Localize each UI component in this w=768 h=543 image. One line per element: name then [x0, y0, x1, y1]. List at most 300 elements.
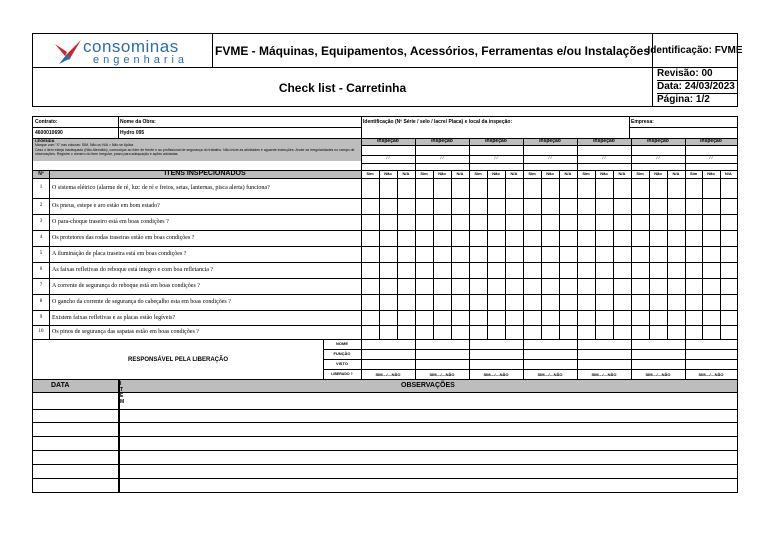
observations-header-bg [33, 380, 737, 392]
item-number: 9 [39, 315, 43, 320]
inspection-checkbox[interactable] [667, 230, 685, 246]
grid-vline [577, 138, 578, 381]
inspection-checkbox[interactable] [433, 325, 451, 339]
inspection-checkbox[interactable] [451, 198, 469, 214]
inspection-checkbox[interactable] [415, 262, 433, 278]
inspection-checkbox[interactable] [702, 310, 719, 325]
inspection-checkbox[interactable] [559, 198, 577, 214]
inspection-checkbox[interactable] [613, 325, 631, 339]
inspection-checkbox[interactable] [523, 294, 541, 310]
grid-vline [720, 170, 721, 339]
inspection-checkbox[interactable] [487, 262, 505, 278]
inspection-checkbox[interactable] [433, 198, 451, 214]
inspection-checkbox[interactable] [685, 310, 702, 325]
inspection-checkbox[interactable] [649, 198, 667, 214]
inspection-checkbox[interactable] [613, 178, 631, 198]
inspection-checkbox[interactable] [505, 262, 523, 278]
inspection-checkbox[interactable] [487, 294, 505, 310]
inspection-col-sim: Sim [689, 171, 698, 176]
inspection-checkbox[interactable] [613, 230, 631, 246]
grid-hline [33, 262, 737, 263]
inspection-checkbox[interactable] [667, 294, 685, 310]
inspection-checkbox[interactable] [397, 278, 415, 294]
inspection-checkbox[interactable] [613, 278, 631, 294]
inspection-col-sim: Sim [366, 171, 374, 176]
inspection-checkbox[interactable] [631, 178, 649, 198]
inspection-checkbox[interactable] [649, 278, 667, 294]
inspection-checkbox[interactable] [649, 178, 667, 198]
inspection-checkbox[interactable] [361, 262, 379, 278]
grid-vline [118, 117, 119, 138]
inspection-checkbox[interactable] [451, 178, 469, 198]
inspection-checkbox[interactable] [433, 230, 451, 246]
inspection-checkbox[interactable] [505, 230, 523, 246]
inspection-checkbox[interactable] [541, 230, 559, 246]
inspection-checkbox[interactable] [577, 178, 595, 198]
inspection-checkbox[interactable] [667, 178, 685, 198]
inspection-checkbox[interactable] [523, 230, 541, 246]
inspection-checkbox[interactable] [397, 246, 415, 262]
inspection-group-label: Inspeção [577, 138, 631, 145]
inspection-checkbox[interactable] [379, 294, 397, 310]
grid-vline [613, 170, 614, 339]
inspection-checkbox[interactable] [702, 278, 719, 294]
grid-hline [33, 198, 737, 199]
inspection-checkbox[interactable] [451, 294, 469, 310]
inspection-checkbox[interactable] [523, 178, 541, 198]
inspection-checkbox[interactable] [720, 262, 737, 278]
inspection-date-field[interactable]: / / [709, 155, 713, 160]
release-option[interactable]: SIM---/---NÃO [645, 372, 671, 377]
inspection-checkbox[interactable] [595, 294, 613, 310]
inspection-checkbox[interactable] [595, 178, 613, 198]
inspection-checkbox[interactable] [451, 230, 469, 246]
inspection-checkbox[interactable] [613, 262, 631, 278]
inspection-checkbox[interactable] [541, 246, 559, 262]
inspection-checkbox[interactable] [397, 325, 415, 339]
inspection-checkbox[interactable] [613, 294, 631, 310]
inspection-checkbox[interactable] [541, 178, 559, 198]
inspection-checkbox[interactable] [631, 278, 649, 294]
grid-vline [631, 138, 632, 381]
item-text: As faixas refletivas do reboque está íntegro e com boa refletancia ? [52, 267, 214, 273]
inspection-col-na: N/A [456, 171, 464, 176]
inspection-checkbox[interactable] [523, 325, 541, 339]
inspection-checkbox[interactable] [613, 214, 631, 230]
inspection-date-field[interactable]: / / [440, 155, 444, 160]
inspection-checkbox[interactable] [505, 178, 523, 198]
inspection-checkbox[interactable] [631, 246, 649, 262]
inspection-checkbox[interactable] [451, 278, 469, 294]
inspection-col-na: N/A [510, 171, 518, 176]
release-option[interactable]: SIM---/---NÃO [537, 372, 563, 377]
inspection-checkbox[interactable] [379, 198, 397, 214]
inspection-checkbox[interactable] [433, 278, 451, 294]
inspection-checkbox[interactable] [415, 214, 433, 230]
inspection-checkbox[interactable] [487, 246, 505, 262]
observation-row-line [33, 422, 737, 423]
document-title: Check list - Carretinha [33, 68, 653, 107]
inspection-checkbox[interactable] [613, 310, 631, 325]
inspection-checkbox[interactable] [649, 310, 667, 325]
inspection-col-na: N/A [672, 171, 680, 176]
grid-hline [361, 163, 737, 164]
inspection-checkbox[interactable] [559, 325, 577, 339]
inspection-checkbox[interactable] [397, 294, 415, 310]
inspection-checkbox[interactable] [720, 310, 737, 325]
release-option[interactable]: SIM---/---NÃO [429, 372, 455, 377]
inspection-checkbox[interactable] [595, 198, 613, 214]
consominas-logo-icon [55, 40, 81, 64]
release-option[interactable]: SIM---/---NÃO [698, 372, 724, 377]
inspection-checkbox[interactable] [523, 246, 541, 262]
inspection-checkbox[interactable] [702, 246, 719, 262]
inspection-checkbox[interactable] [667, 246, 685, 262]
item-text: O sistema elétrico (alarme de ré, luz: de ré e freios, setas, lanternas, pisca alerta) funciona? [52, 185, 270, 191]
inspection-checkbox[interactable] [685, 246, 702, 262]
observations-section [32, 380, 738, 493]
inspection-checkbox[interactable] [720, 230, 737, 246]
inspection-checkbox[interactable] [469, 262, 487, 278]
grid-hline [33, 325, 737, 326]
inspection-checkbox[interactable] [559, 294, 577, 310]
grid-vline [541, 170, 542, 339]
inspection-checkbox[interactable] [667, 198, 685, 214]
inspection-checkbox[interactable] [577, 198, 595, 214]
inspection-checkbox[interactable] [505, 198, 523, 214]
inspection-checkbox[interactable] [415, 310, 433, 325]
inspection-checkbox[interactable] [505, 278, 523, 294]
grid-hline [323, 359, 737, 360]
inspection-checkbox[interactable] [559, 230, 577, 246]
inspection-checkbox[interactable] [559, 262, 577, 278]
grid-vline [397, 170, 398, 339]
inspection-checkbox[interactable] [685, 294, 702, 310]
inspection-checkbox[interactable] [577, 230, 595, 246]
inspection-checkbox[interactable] [720, 178, 737, 198]
grid-vline [505, 170, 506, 339]
inspection-checkbox[interactable] [505, 325, 523, 339]
identification-label: Identificação (Nº Série / selo / lacre/ Placa) e local da inspeção: [363, 119, 513, 125]
inspection-checkbox[interactable] [631, 214, 649, 230]
inspection-checkbox[interactable] [361, 325, 379, 339]
inspection-checkbox[interactable] [379, 246, 397, 262]
inspection-checkbox[interactable] [505, 246, 523, 262]
inspection-checkbox[interactable] [397, 214, 415, 230]
inspection-date-field[interactable]: / / [656, 155, 660, 160]
inspection-checkbox[interactable] [631, 198, 649, 214]
inspection-checkbox[interactable] [451, 246, 469, 262]
item-number: 7 [39, 283, 43, 288]
inspection-checkbox[interactable] [415, 198, 433, 214]
inspection-checkbox[interactable] [685, 178, 702, 198]
inspection-checkbox[interactable] [415, 230, 433, 246]
inspection-checkbox[interactable] [451, 325, 469, 339]
inspection-checkbox[interactable] [631, 294, 649, 310]
inspection-checkbox[interactable] [631, 230, 649, 246]
inspection-checkbox[interactable] [559, 278, 577, 294]
inspection-col-sim: Sim [582, 171, 590, 176]
inspection-checkbox[interactable] [631, 325, 649, 339]
grid-vline [433, 170, 434, 339]
inspection-checkbox[interactable] [702, 198, 719, 214]
inspection-checkbox[interactable] [649, 246, 667, 262]
grid-hline [361, 155, 737, 156]
inspection-checkbox[interactable] [577, 214, 595, 230]
release-visto-label: VISTO [336, 361, 348, 366]
work-value: Hydro 095 [120, 130, 145, 136]
inspection-checkbox[interactable] [595, 278, 613, 294]
grid-vline [649, 170, 650, 339]
inspection-checkbox[interactable] [433, 294, 451, 310]
inspection-checkbox[interactable] [505, 214, 523, 230]
inspection-checkbox[interactable] [469, 325, 487, 339]
inspection-checkbox[interactable] [379, 262, 397, 278]
inspection-checkbox[interactable] [685, 262, 702, 278]
inspection-col-nao: Não [707, 171, 715, 176]
inspection-checkbox[interactable] [505, 310, 523, 325]
inspection-checkbox[interactable] [397, 178, 415, 198]
inspection-col-na: N/A [724, 171, 732, 176]
inspection-checkbox[interactable] [649, 214, 667, 230]
release-option[interactable]: SIM---/---NÃO [483, 372, 509, 377]
inspection-checkbox[interactable] [451, 262, 469, 278]
inspection-checkbox[interactable] [559, 178, 577, 198]
inspection-checkbox[interactable] [397, 230, 415, 246]
inspection-checkbox[interactable] [433, 246, 451, 262]
grid-vline [451, 170, 452, 339]
revision-block [657, 68, 737, 106]
contract-label: Contrato: [35, 119, 58, 125]
revision: Revisão: 00 [657, 68, 737, 81]
observations-item-label: ITEM [120, 381, 125, 405]
grid-vline [487, 170, 488, 339]
inspection-checkbox[interactable] [720, 294, 737, 310]
inspection-checkbox[interactable] [379, 178, 397, 198]
inspection-checkbox[interactable] [559, 214, 577, 230]
inspection-checkbox[interactable] [685, 198, 702, 214]
inspection-checkbox[interactable] [577, 325, 595, 339]
inspection-col-nao: Não [546, 171, 554, 176]
inspection-checkbox[interactable] [613, 198, 631, 214]
inspection-checkbox[interactable] [720, 198, 737, 214]
inspection-checkbox[interactable] [469, 310, 487, 325]
inspection-checkbox[interactable] [702, 325, 719, 339]
inspection-checkbox[interactable] [559, 246, 577, 262]
inspection-checkbox[interactable] [720, 278, 737, 294]
inspection-checkbox[interactable] [541, 278, 559, 294]
inspection-checkbox[interactable] [649, 262, 667, 278]
inspection-checkbox[interactable] [469, 178, 487, 198]
inspection-date-field[interactable]: / / [494, 155, 498, 160]
inspection-checkbox[interactable] [649, 294, 667, 310]
inspection-checkbox[interactable] [469, 214, 487, 230]
inspection-checkbox[interactable] [469, 278, 487, 294]
inspection-date-field[interactable]: / / [602, 155, 606, 160]
inspection-checkbox[interactable] [487, 278, 505, 294]
inspection-checkbox[interactable] [685, 230, 702, 246]
inspection-checkbox[interactable] [559, 310, 577, 325]
legend-text-2: Caso o item esteja inadequado (Não Atendido), comunique ao líder de frente e ao profissional de segurança do trabalho. Não inicie as atividades e aguarde instruções. Anote as irregularidades no campo de observações. Registre o número do Item irregular, prazo para adequação e ações adotadas. [35, 147, 355, 156]
inspection-checkbox[interactable] [649, 325, 667, 339]
inspection-checkbox[interactable] [469, 230, 487, 246]
inspection-checkbox[interactable] [595, 325, 613, 339]
inspection-checkbox[interactable] [649, 230, 667, 246]
inspection-checkbox[interactable] [667, 214, 685, 230]
document-header [32, 33, 743, 107]
inspection-checkbox[interactable] [541, 214, 559, 230]
inspection-checkbox[interactable] [685, 278, 702, 294]
inspection-checkbox[interactable] [577, 294, 595, 310]
inspection-checkbox[interactable] [361, 198, 379, 214]
legend-label: LEGENDA [35, 138, 55, 143]
inspection-checkbox[interactable] [685, 214, 702, 230]
item-number: 10 [38, 329, 44, 334]
inspection-checkbox[interactable] [379, 310, 397, 325]
item-text: A iluminação de placa traseira está em boas condições ? [52, 251, 187, 257]
inspection-checkbox[interactable] [397, 198, 415, 214]
inspection-checkbox[interactable] [433, 214, 451, 230]
inspection-checkbox[interactable] [487, 214, 505, 230]
release-option[interactable]: SIM---/---NÃO [591, 372, 617, 377]
inspection-date-field[interactable]: / / [386, 155, 390, 160]
inspection-checkbox[interactable] [523, 198, 541, 214]
inspection-checkbox[interactable] [451, 214, 469, 230]
inspection-checkbox[interactable] [667, 325, 685, 339]
grid-hline [33, 178, 737, 179]
release-option[interactable]: SIM---/---NÃO [375, 372, 401, 377]
grid-vline [595, 170, 596, 339]
item-text: O para-choque traseiro está em boas condições ? [52, 219, 169, 225]
item-number: 4 [39, 235, 43, 240]
inspection-checkbox[interactable] [361, 278, 379, 294]
inspection-checkbox[interactable] [379, 325, 397, 339]
inspection-checkbox[interactable] [523, 278, 541, 294]
logo-subtitle: engenharia [93, 54, 189, 66]
inspection-checkbox[interactable] [361, 246, 379, 262]
inspection-checkbox[interactable] [702, 178, 719, 198]
item-text: Os pneus, estepe e aro estão em bom estado? [52, 203, 160, 209]
observations-label: OBSERVAÇÕES [401, 382, 455, 389]
inspection-checkbox[interactable] [523, 262, 541, 278]
inspection-checkbox[interactable] [451, 310, 469, 325]
inspection-checkbox[interactable] [613, 246, 631, 262]
checklist-grid [32, 116, 738, 380]
inspection-checkbox[interactable] [720, 214, 737, 230]
inspection-checkbox[interactable] [667, 278, 685, 294]
inspection-checkbox[interactable] [595, 246, 613, 262]
inspection-checkbox[interactable] [505, 294, 523, 310]
observation-row-line [33, 436, 737, 437]
inspection-checkbox[interactable] [487, 198, 505, 214]
grid-vline [559, 170, 560, 339]
inspection-checkbox[interactable] [361, 214, 379, 230]
inspection-checkbox[interactable] [702, 214, 719, 230]
inspection-checkbox[interactable] [702, 230, 719, 246]
inspection-checkbox[interactable] [487, 310, 505, 325]
item-number: 2 [39, 203, 43, 208]
company-label: Empresa: [631, 119, 654, 125]
inspection-checkbox[interactable] [361, 294, 379, 310]
grid-vline [361, 117, 362, 381]
inspection-checkbox[interactable] [379, 278, 397, 294]
inspection-checkbox[interactable] [541, 294, 559, 310]
inspection-checkbox[interactable] [415, 178, 433, 198]
inspection-checkbox[interactable] [487, 325, 505, 339]
grid-vline [702, 170, 703, 339]
inspection-checkbox[interactable] [577, 246, 595, 262]
inspection-checkbox[interactable] [433, 310, 451, 325]
inspection-checkbox[interactable] [702, 262, 719, 278]
inspection-checkbox[interactable] [487, 178, 505, 198]
inspection-checkbox[interactable] [720, 246, 737, 262]
item-number: 1 [39, 185, 43, 190]
inspection-col-sim: Sim [528, 171, 536, 176]
inspection-checkbox[interactable] [577, 278, 595, 294]
inspection-checkbox[interactable] [541, 198, 559, 214]
logo-name: consominas [83, 37, 179, 56]
inspection-checkbox[interactable] [631, 262, 649, 278]
inspection-checkbox[interactable] [523, 214, 541, 230]
inspection-checkbox[interactable] [469, 198, 487, 214]
inspection-checkbox[interactable] [361, 178, 379, 198]
inspection-checkbox[interactable] [415, 294, 433, 310]
inspection-checkbox[interactable] [523, 310, 541, 325]
inspection-checkbox[interactable] [361, 310, 379, 325]
inspection-checkbox[interactable] [631, 310, 649, 325]
inspection-checkbox[interactable] [720, 325, 737, 339]
item-text: A corrente de segurança do reboque está em boas condições ? [52, 283, 200, 289]
inspection-checkbox[interactable] [433, 262, 451, 278]
inspection-date-field[interactable]: / / [548, 155, 552, 160]
inspection-checkbox[interactable] [469, 294, 487, 310]
inspection-col-na: N/A [618, 171, 626, 176]
inspection-checkbox[interactable] [415, 246, 433, 262]
inspection-checkbox[interactable] [667, 262, 685, 278]
inspection-checkbox[interactable] [379, 214, 397, 230]
inspection-checkbox[interactable] [667, 310, 685, 325]
grid-vline [469, 138, 470, 381]
inspection-checkbox[interactable] [577, 262, 595, 278]
inspection-checkbox[interactable] [595, 310, 613, 325]
inspection-checkbox[interactable] [469, 246, 487, 262]
inspection-checkbox[interactable] [361, 230, 379, 246]
release-liberado-label: LIBERADO ? [331, 372, 353, 376]
inspection-checkbox[interactable] [595, 262, 613, 278]
inspection-checkbox[interactable] [595, 230, 613, 246]
inspection-checkbox[interactable] [541, 325, 559, 339]
inspection-checkbox[interactable] [577, 310, 595, 325]
inspection-checkbox[interactable] [433, 178, 451, 198]
inspection-checkbox[interactable] [379, 230, 397, 246]
inspection-checkbox[interactable] [397, 262, 415, 278]
inspection-checkbox[interactable] [702, 294, 719, 310]
observation-row-line [33, 392, 737, 393]
form-title: FVME - Máquinas, Equipamentos, Acessórios, Ferramentas e/ou Instalações [213, 34, 653, 68]
inspection-checkbox[interactable] [397, 310, 415, 325]
grid-vline [379, 170, 380, 339]
inspection-checkbox[interactable] [541, 262, 559, 278]
inspection-checkbox[interactable] [595, 214, 613, 230]
grid-hline [33, 294, 737, 295]
item-text: Os pinos de segurança das sapatas estão em boas condições ? [52, 329, 199, 335]
inspection-checkbox[interactable] [487, 230, 505, 246]
inspection-group-label: Inspeção [469, 138, 523, 145]
inspection-checkbox[interactable] [415, 325, 433, 339]
inspection-checkbox[interactable] [541, 310, 559, 325]
inspection-checkbox[interactable] [415, 278, 433, 294]
inspection-checkbox[interactable] [685, 325, 702, 339]
